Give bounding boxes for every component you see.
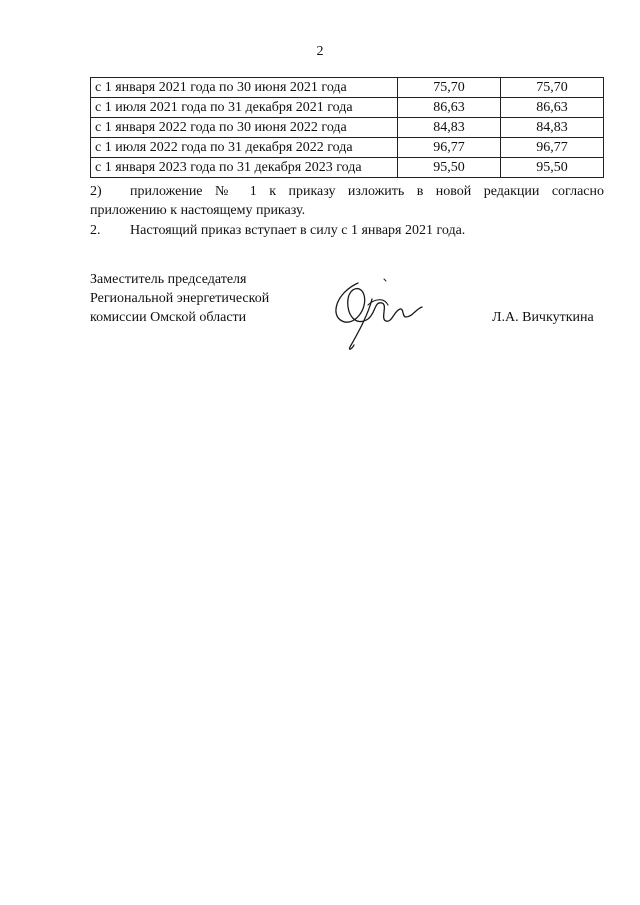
table-cell-value-b: 84,83 xyxy=(501,118,604,138)
handwritten-signature xyxy=(328,275,428,353)
signatory-position xyxy=(90,270,269,327)
table-row xyxy=(91,98,604,118)
paragraph-item-2-effective-date xyxy=(90,221,604,240)
table-cell-value-a: 84,83 xyxy=(398,118,501,138)
signatory-position-line: Региональной энергетической xyxy=(90,291,270,306)
signatory-position-line: Заместитель председателя xyxy=(90,272,247,287)
paragraph-number: 2. xyxy=(90,223,101,238)
table-cell-value-b: 86,63 xyxy=(501,98,604,118)
table-cell-period: с 1 января 2022 года по 30 июня 2022 года xyxy=(91,118,398,138)
paragraph-text: Настоящий приказ вступает в силу с 1 января 2021 года. xyxy=(130,223,466,238)
tariff-table-body xyxy=(91,78,604,178)
paragraph-number: 2) xyxy=(90,184,102,199)
table-row xyxy=(91,78,604,98)
paragraph-item-2-amendment xyxy=(90,182,604,220)
page-number: 2 xyxy=(316,44,324,59)
table-cell-period: с 1 января 2021 года по 30 июня 2021 года xyxy=(91,78,398,98)
table-cell-value-b: 95,50 xyxy=(501,158,604,178)
table-cell-value-a: 75,70 xyxy=(398,78,501,98)
paragraph-line-2: приложению к настоящему приказу. xyxy=(90,203,306,218)
table-cell-period: с 1 июля 2022 года по 31 декабря 2022 года xyxy=(91,138,398,158)
table-row xyxy=(91,158,604,178)
signatory-position-line: комиссии Омской области xyxy=(90,310,247,325)
paragraph-text: приложение № 1 к приказу изложить в новой редакции согласно xyxy=(130,184,604,199)
table-cell-value-b: 75,70 xyxy=(501,78,604,98)
tariff-table xyxy=(90,77,604,178)
table-cell-period: с 1 января 2023 года по 31 декабря 2023 года xyxy=(91,158,398,178)
table-cell-value-a: 86,63 xyxy=(398,98,501,118)
signatory-name: Л.А. Вичкуткина xyxy=(492,310,594,325)
table-cell-value-a: 95,50 xyxy=(398,158,501,178)
table-row xyxy=(91,138,604,158)
table-cell-period: с 1 июля 2021 года по 31 декабря 2021 года xyxy=(91,98,398,118)
table-cell-value-a: 96,77 xyxy=(398,138,501,158)
table-cell-value-b: 96,77 xyxy=(501,138,604,158)
table-row xyxy=(91,118,604,138)
paragraph-line-1 xyxy=(90,182,604,201)
